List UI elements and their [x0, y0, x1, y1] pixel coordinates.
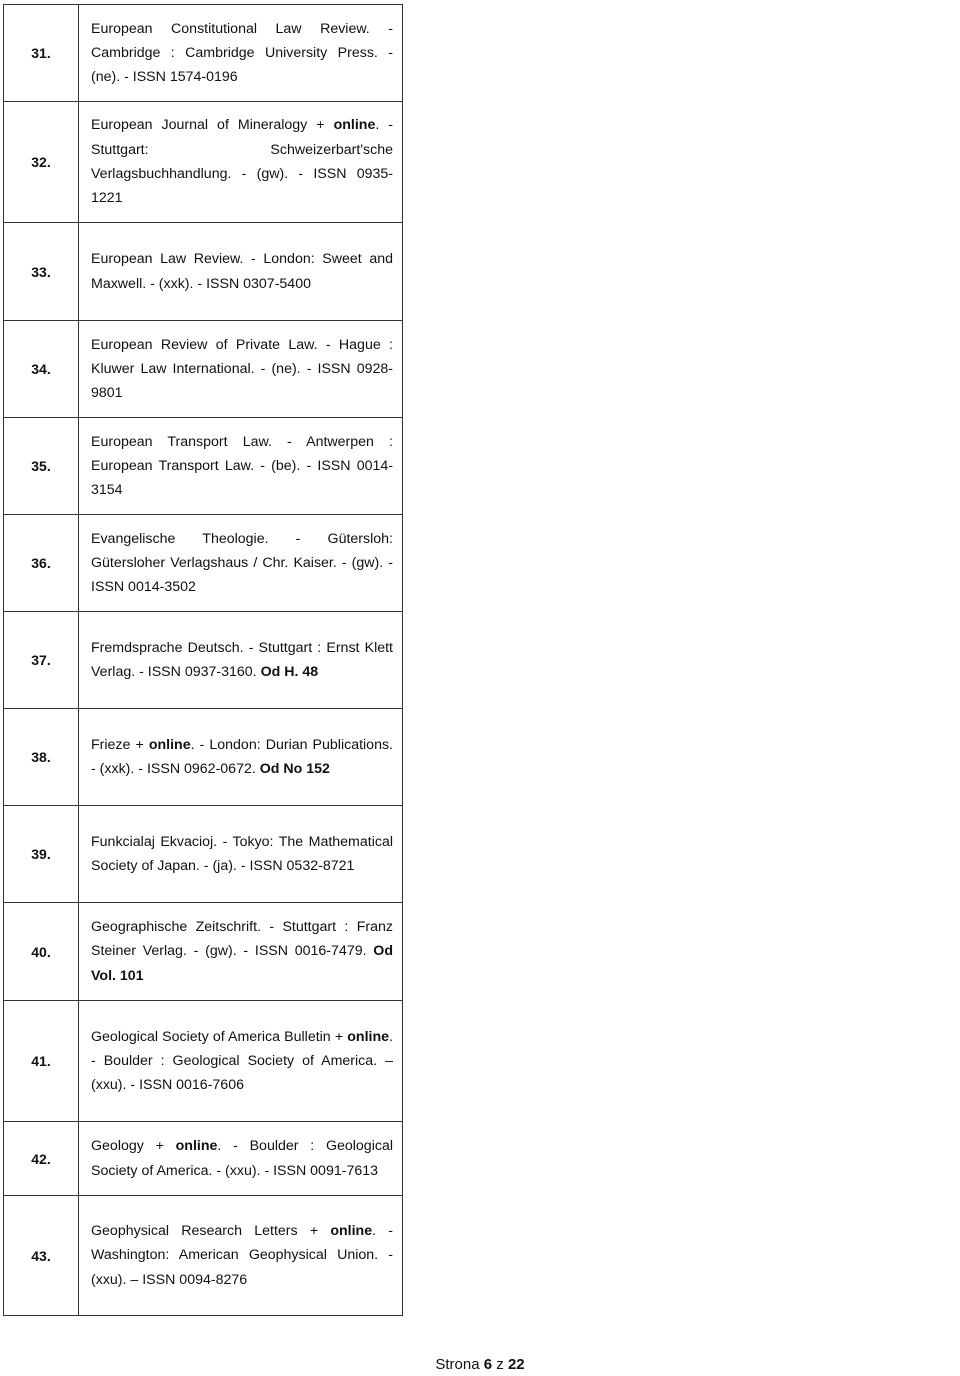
entry-description	[79, 1196, 403, 1316]
desc-part: European Review of Private Law. - Hague : Kluwer Law International. - (ne). - ISSN 0928-9801	[91, 336, 393, 402]
desc-part: . - Stuttgart: Schweizerbart'sche Verlagsbuchhandlung. - (gw). - ISSN 0935-1221	[91, 117, 394, 207]
entry-number: 43.	[4, 1196, 79, 1316]
entry-number: 33.	[4, 223, 79, 321]
entry-description	[79, 223, 403, 321]
table-row	[4, 1001, 403, 1122]
entry-description	[79, 321, 403, 418]
desc-part: Geographische Zeitschrift. - Stuttgart : Franz Steiner Verlag. - (gw). - ISSN 0016-7479.	[91, 919, 393, 960]
desc-part: Evangelische Theologie. - Gütersloh: Gütersloher Verlagshaus / Chr. Kaiser. - (gw). - ISSN 0014-3502	[91, 530, 393, 596]
footer-separator: z	[496, 1356, 504, 1373]
footer-page-number: 6	[483, 1356, 493, 1373]
table-row	[4, 806, 403, 903]
desc-part: . - Boulder : Geological Society of America. – (xxu). - ISSN 0016-7606	[91, 1028, 393, 1094]
entry-number: 35.	[4, 418, 79, 515]
entry-description	[79, 418, 403, 515]
table-row	[4, 515, 403, 612]
entry-number: 39.	[4, 806, 79, 903]
table-row	[4, 223, 403, 321]
desc-part: Geophysical Research Letters +	[91, 1223, 331, 1240]
entry-description	[79, 1001, 403, 1122]
entry-number: 40.	[4, 903, 79, 1001]
desc-part: . - London: Durian Publications. - (xxk). - ISSN 0962-0672.	[91, 736, 393, 777]
desc-part: Fremdsprache Deutsch. - Stuttgart : Ernst Klett Verlag. - ISSN 0937-3160.	[91, 639, 393, 680]
desc-part: Geology +	[91, 1138, 176, 1155]
desc-part-bold: online	[333, 117, 376, 134]
footer-total-pages: 22	[507, 1356, 525, 1373]
footer-label: Strona	[435, 1356, 480, 1373]
entry-description	[79, 806, 403, 903]
desc-part-bold: Od H. 48	[260, 664, 319, 680]
entry-description	[79, 1122, 403, 1196]
desc-part-bold: online	[175, 1138, 218, 1155]
desc-part-bold: online	[148, 736, 191, 753]
entry-description	[79, 515, 403, 612]
desc-part: . - Washington: American Geophysical Union. - (xxu). – ISSN 0094-8276	[91, 1223, 394, 1288]
desc-part-bold: Od No 152	[259, 761, 330, 777]
entry-number: 41.	[4, 1001, 79, 1122]
table-row	[4, 709, 403, 806]
entry-number: 32.	[4, 102, 79, 223]
desc-part: Geological Society of America Bulletin +	[91, 1028, 348, 1045]
table-row	[4, 1196, 403, 1316]
page-footer	[0, 1356, 960, 1373]
desc-part: . - Boulder : Geological Society of America. - (xxu). - ISSN 0091-7613	[91, 1138, 393, 1179]
table-row	[4, 5, 403, 102]
entry-number: 36.	[4, 515, 79, 612]
table-row	[4, 102, 403, 223]
desc-part: European Law Review. - London: Sweet and Maxwell. - (xxk). - ISSN 0307-5400	[91, 251, 393, 292]
table-row	[4, 1122, 403, 1196]
entry-number: 31.	[4, 5, 79, 102]
entry-description	[79, 903, 403, 1001]
desc-part-bold: online	[347, 1028, 390, 1045]
entry-number: 37.	[4, 612, 79, 709]
table-row	[4, 321, 403, 418]
entry-number: 38.	[4, 709, 79, 806]
entry-number: 42.	[4, 1122, 79, 1196]
journal-table	[3, 4, 403, 1316]
desc-part: Funkcialaj Ekvacioj. - Tokyo: The Mathematical Society of Japan. - (ja). - ISSN 0532-8721	[91, 833, 393, 874]
desc-part: European Transport Law. - Antwerpen : European Transport Law. - (be). - ISSN 0014-3154	[91, 433, 393, 499]
table-row	[4, 903, 403, 1001]
entry-description	[79, 5, 403, 102]
desc-part-bold: Od Vol. 101	[91, 943, 393, 984]
table-row	[4, 612, 403, 709]
desc-part: European Journal of Mineralogy +	[91, 117, 334, 134]
table-row	[4, 418, 403, 515]
entry-number: 34.	[4, 321, 79, 418]
entry-description	[79, 709, 403, 806]
entry-description	[79, 612, 403, 709]
entry-description	[79, 102, 403, 223]
desc-part-bold: online	[330, 1223, 373, 1240]
desc-part: European Constitutional Law Review. - Cambridge : Cambridge University Press. - (ne). - ISSN 1574-0196	[91, 20, 393, 86]
desc-part: Frieze +	[91, 736, 149, 753]
